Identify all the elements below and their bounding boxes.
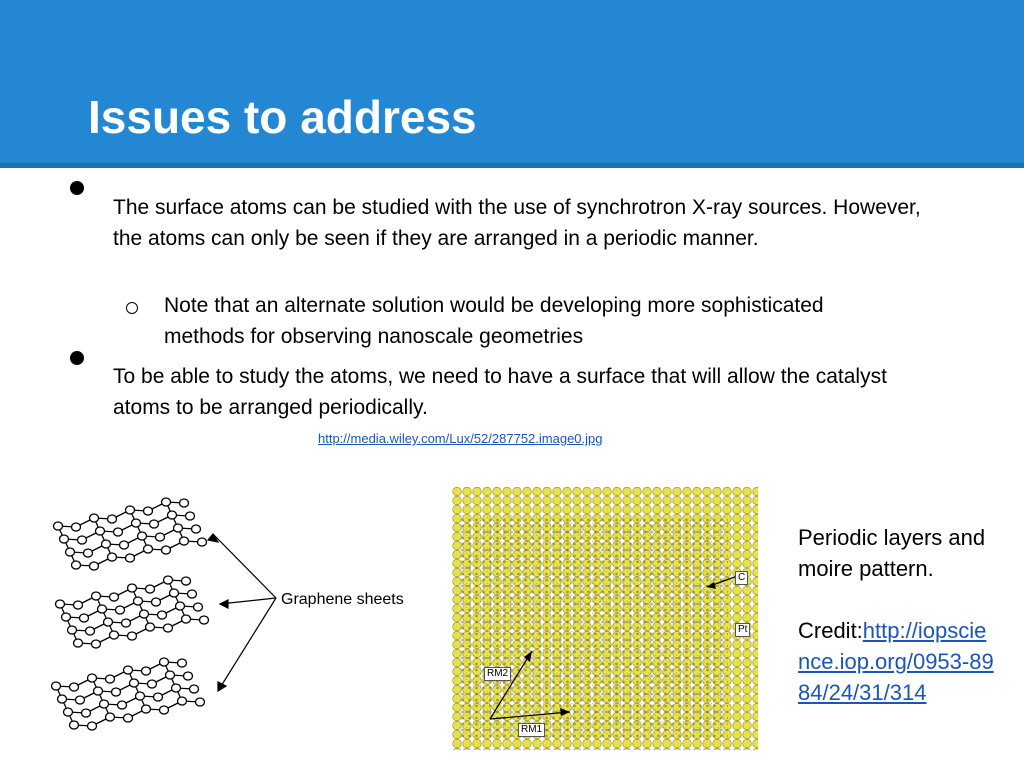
graphene-atom — [186, 512, 195, 520]
title-banner — [0, 0, 1024, 168]
graphene-atom — [138, 532, 147, 540]
graphene-atom — [124, 666, 133, 674]
bullet-dot-icon — [70, 351, 84, 365]
graphene-atom — [106, 713, 115, 721]
graphene-atom — [184, 672, 193, 680]
graphene-sheets-label: Graphene sheets — [281, 591, 404, 608]
graphene-atom — [180, 499, 189, 507]
graphene-atom — [124, 714, 133, 722]
graphene-atom — [196, 698, 205, 706]
graphene-atom — [178, 697, 187, 705]
graphene-atom — [122, 619, 131, 627]
bullet-dot-icon — [70, 181, 84, 195]
graphene-atom — [68, 626, 77, 634]
graphene-atom — [58, 695, 67, 703]
graphene-atom — [66, 548, 75, 556]
graphene-atom — [158, 611, 167, 619]
graphene-atom — [148, 680, 157, 688]
sub-bullet-circle-icon — [126, 302, 138, 314]
graphene-atom — [100, 700, 109, 708]
graphene-atom — [182, 577, 191, 585]
graphene-atom — [134, 597, 143, 605]
graphene-atom — [82, 709, 91, 717]
moire-pattern-figure — [452, 487, 758, 750]
graphene-atom — [190, 685, 199, 693]
graphene-atom — [180, 537, 189, 545]
graphene-atom — [146, 623, 155, 631]
graphene-atom — [112, 688, 121, 696]
graphene-atom — [62, 613, 71, 621]
graphene-atom — [56, 600, 65, 608]
platinum-label: Pt — [735, 623, 750, 637]
graphene-atom — [110, 631, 119, 639]
graphene-atom — [74, 601, 83, 609]
graphene-atom — [110, 593, 119, 601]
graphene-atom — [166, 671, 175, 679]
graphene-atom — [106, 675, 115, 683]
graphene-atom — [90, 562, 99, 570]
sub-bullet-text: Note that an alternate solution would be developing more sophisticated methods for observing nanoscale geometries — [164, 294, 824, 348]
graphene-atom — [116, 606, 125, 614]
graphene-atom — [90, 514, 99, 522]
graphene-atom — [160, 658, 169, 666]
graphene-atom — [118, 701, 127, 709]
graphene-atom — [192, 525, 201, 533]
graphene-atom — [126, 554, 135, 562]
graphene-atom — [146, 585, 155, 593]
slide-title: Issues to address — [88, 91, 477, 143]
graphene-atom — [188, 590, 197, 598]
graphene-atom — [164, 576, 173, 584]
graphene-atom — [86, 627, 95, 635]
graphene-atom — [176, 602, 185, 610]
graphene-atom — [142, 705, 151, 713]
graphene-atom — [92, 640, 101, 648]
graphene-atom — [150, 520, 159, 528]
rm2-vector-label: RM2 — [484, 667, 511, 681]
graphene-atom — [182, 615, 191, 623]
graphene-atom — [72, 561, 81, 569]
graphene-atom — [70, 683, 79, 691]
carbon-label: C — [735, 571, 748, 585]
graphene-atom — [94, 687, 103, 695]
graphene-atom — [164, 624, 173, 632]
graphene-atom — [200, 616, 209, 624]
graphene-atom — [126, 506, 135, 514]
graphene-atom — [88, 722, 97, 730]
credit-link[interactable]: http://iopscience.iop.org/0953-8984/24/31/314 — [798, 618, 994, 705]
graphene-atom — [174, 524, 183, 532]
graphene-atom — [152, 598, 161, 606]
graphene-atom — [60, 535, 69, 543]
bullet-text-1: The surface atoms can be studied with the use of synchrotron X-ray sources. However, the atoms can only be seen if they are arranged in a periodic manner. — [113, 196, 921, 250]
graphene-atom — [108, 515, 117, 523]
graphene-atom — [136, 692, 145, 700]
graphene-atom — [108, 553, 117, 561]
graphene-atom — [128, 584, 137, 592]
graphene-atom — [132, 519, 141, 527]
graphene-atom — [130, 679, 139, 687]
graphene-atom — [160, 706, 169, 714]
graphene-atom — [162, 498, 171, 506]
graphene-atom — [88, 674, 97, 682]
graphene-atom — [198, 538, 207, 546]
graphene-atom — [54, 522, 63, 530]
graphene-atom — [102, 540, 111, 548]
graphene-atom — [64, 708, 73, 716]
caption-credit — [798, 615, 998, 708]
graphene-atom — [128, 632, 137, 640]
graphene-atom — [156, 533, 165, 541]
graphene-atom — [144, 545, 153, 553]
graphene-atom — [178, 659, 187, 667]
graphene-atom — [120, 541, 129, 549]
rm1-vector-label: RM1 — [518, 723, 545, 737]
graphene-atom — [172, 684, 181, 692]
figure-caption — [798, 522, 998, 708]
graphene-atom — [92, 592, 101, 600]
graphene-atom — [142, 667, 151, 675]
graphene-atom — [144, 507, 153, 515]
graphene-atom — [96, 527, 105, 535]
graphene-atom — [104, 618, 113, 626]
graphene-atom — [78, 536, 87, 544]
graphene-atom — [52, 682, 61, 690]
graphene-atom — [72, 523, 81, 531]
graphene-atom — [168, 511, 177, 519]
graphene-atom — [98, 605, 107, 613]
graphene-atom — [140, 610, 149, 618]
graphene-atom — [194, 603, 203, 611]
bullet-text-2: To be able to study the atoms, we need to have a surface that will allow the catalyst atoms to be arranged periodically. — [113, 365, 887, 419]
graphene-atom — [154, 693, 163, 701]
graphene-atom — [162, 546, 171, 554]
graphene-atom — [80, 614, 89, 622]
credit-label: Credit: — [798, 618, 863, 643]
caption-text: Periodic layers and moire pattern. — [798, 525, 986, 581]
graphene-atom — [76, 696, 85, 704]
graphene-atom — [170, 589, 179, 597]
graphene-atom — [84, 549, 93, 557]
image-source-link[interactable]: http://media.wiley.com/Lux/52/287752.image0.jpg — [318, 431, 603, 446]
graphene-atom — [74, 639, 83, 647]
graphene-sheets-figure — [48, 486, 388, 746]
graphene-atom — [114, 528, 123, 536]
graphene-atom — [70, 721, 79, 729]
